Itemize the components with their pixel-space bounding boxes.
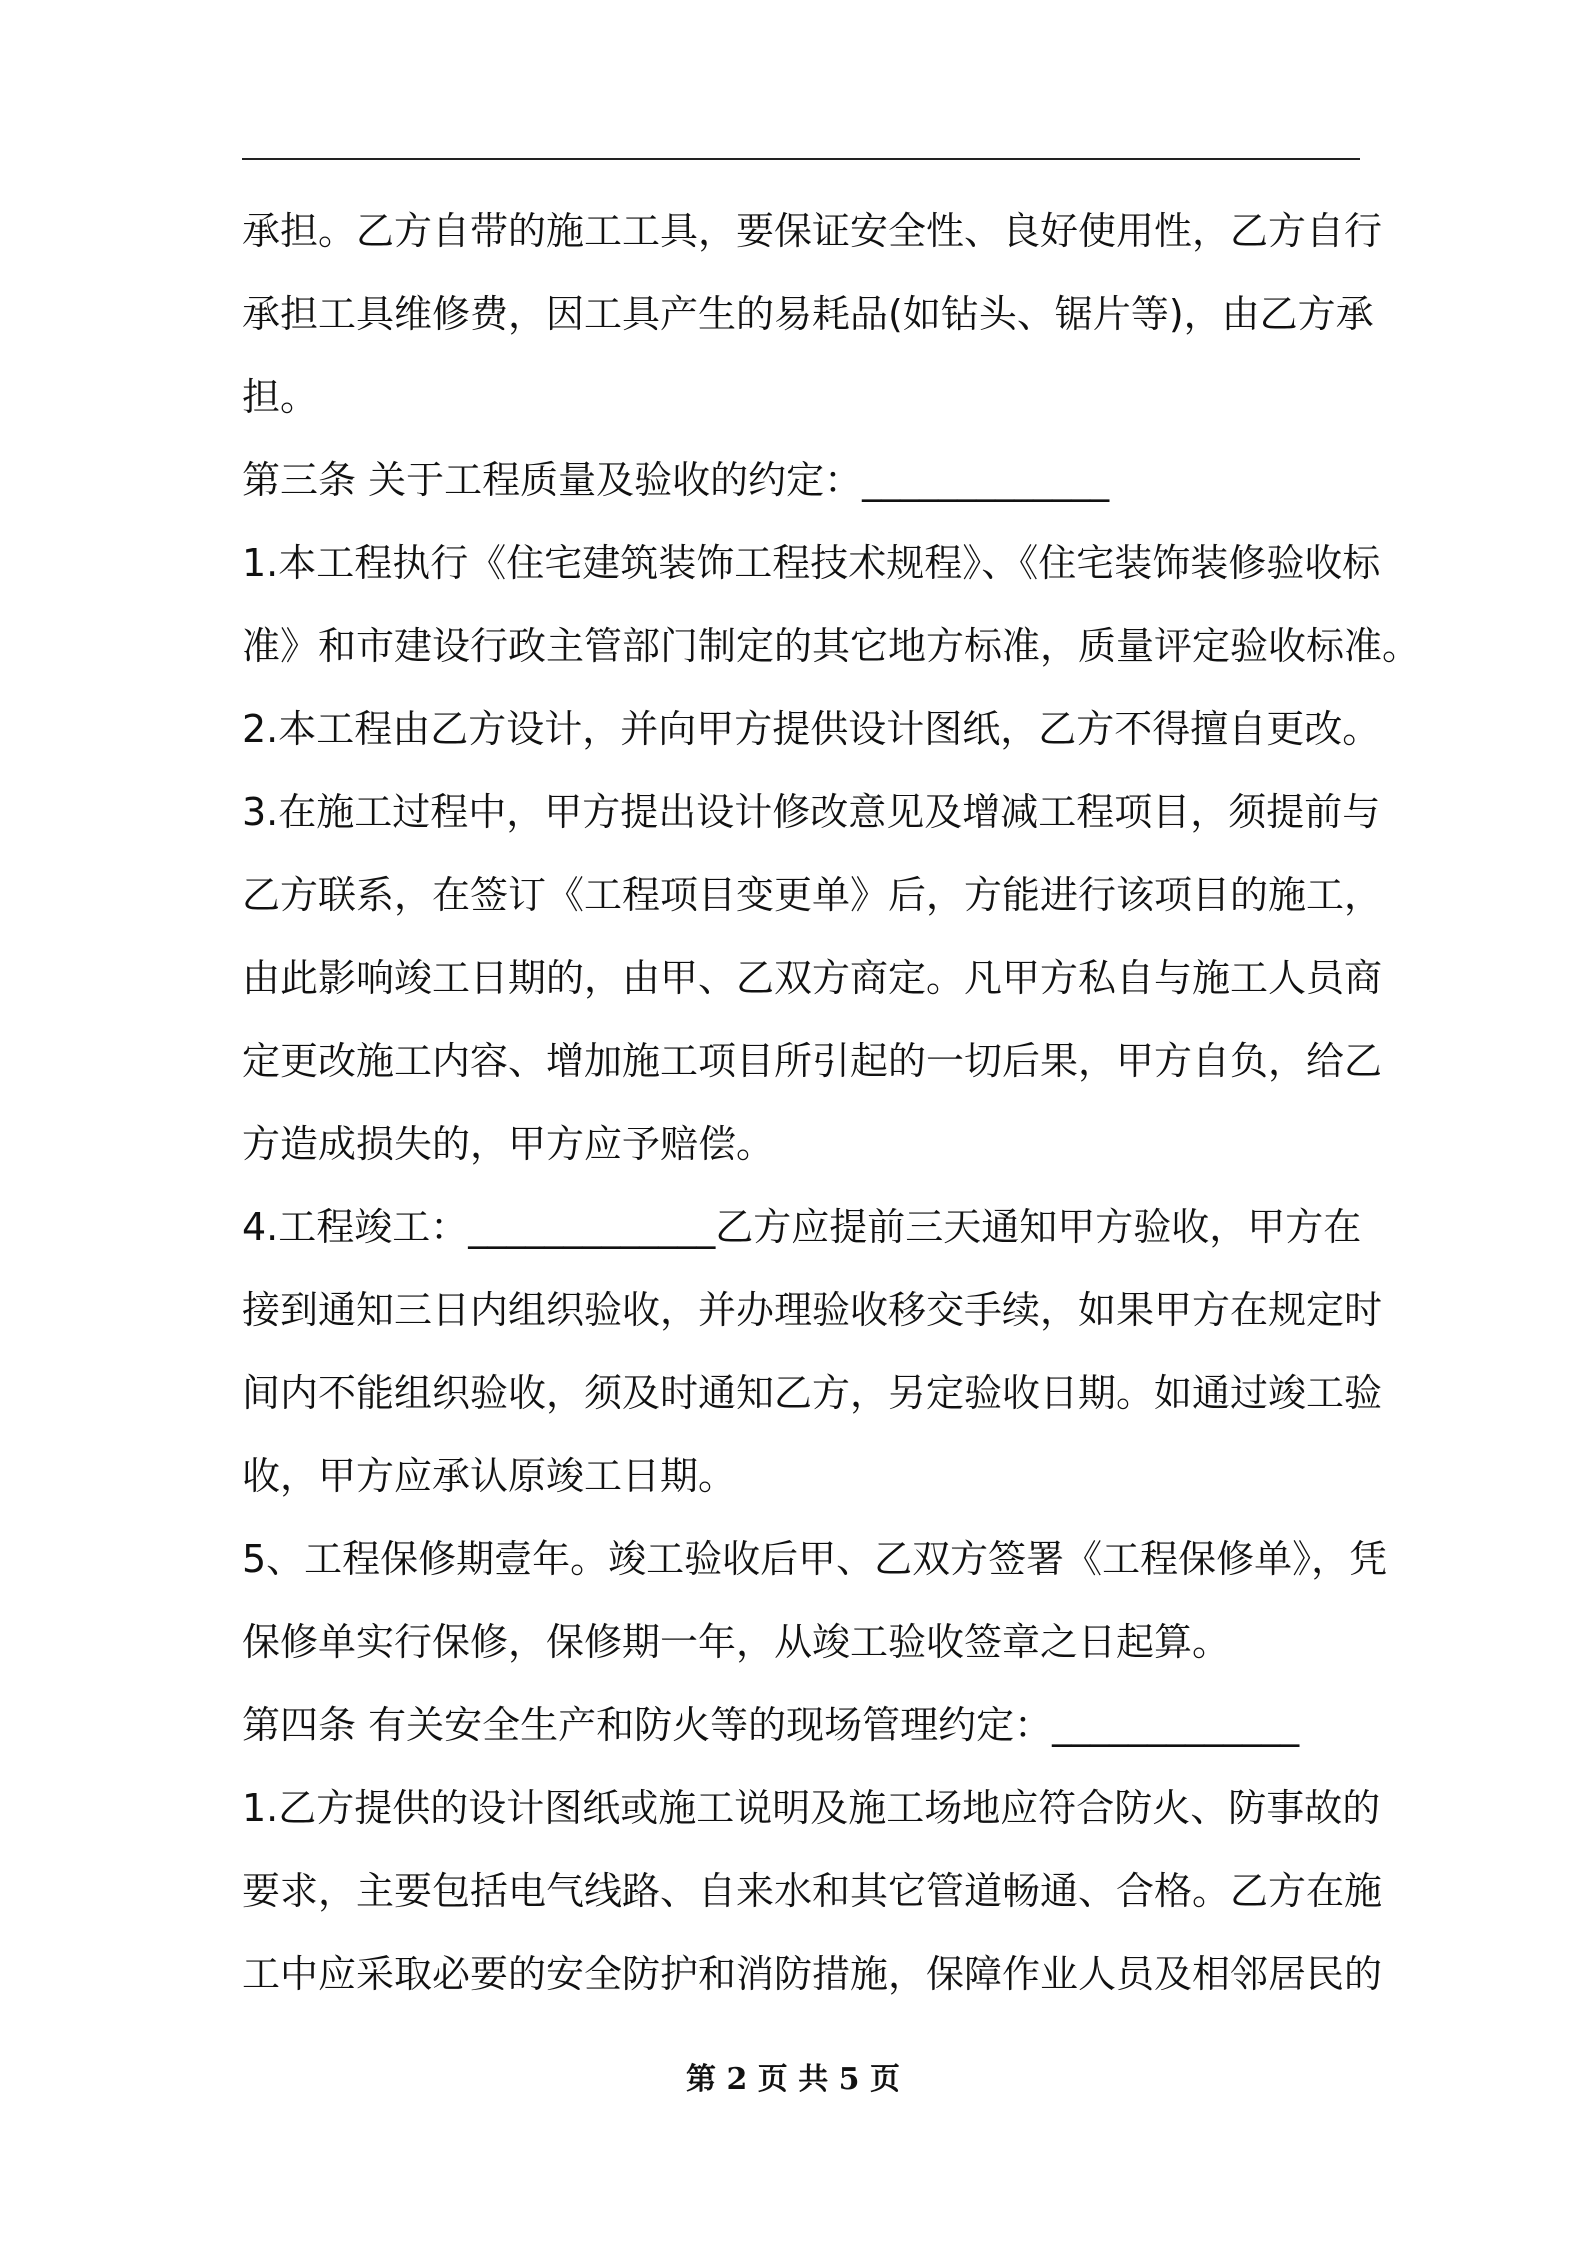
body-line: 1.本工程执行《住宅建筑装饰工程技术规程》、《住宅装饰装修验收标 — [242, 541, 1381, 585]
body-line: 工中应采取必要的安全防护和消防措施，保障作业人员及相邻居民的 — [242, 1952, 1383, 1996]
body-line: 3.在施工过程中，甲方提出设计修改意见及增减工程项目，须提前与 — [242, 790, 1381, 834]
body-line: 准》和市建设行政主管部门制定的其它地方标准，质量评定验收标准。 — [242, 624, 1421, 668]
body-line: 接到通知三日内组织验收，并办理验收移交手续，如果甲方在规定时 — [242, 1288, 1383, 1332]
body-line: 担。 — [242, 375, 319, 419]
body-line: 承担工具维修费，因工具产生的易耗品(如钻头、锯片等)，由乙方承 — [242, 292, 1374, 336]
body-line: 间内不能组织验收，须及时通知乙方，另定验收日期。如通过竣工验 — [242, 1371, 1383, 1415]
page-number-footer: 第 2 页 共 5 页 — [686, 2062, 900, 2097]
body-line: 要求，主要包括电气线路、自来水和其它管道畅通、合格。乙方在施 — [242, 1869, 1383, 1913]
body-line: 乙方联系，在签订《工程项目变更单》后，方能进行该项目的施工， — [242, 873, 1383, 917]
document-body — [242, 190, 1421, 2016]
body-line: 1.乙方提供的设计图纸或施工说明及施工场地应符合防火、防事故的 — [242, 1786, 1381, 1830]
body-line: 收，甲方应承认原竣工日期。 — [242, 1454, 737, 1498]
body-line: 承担。乙方自带的施工工具，要保证安全性、良好使用性，乙方自行 — [242, 209, 1383, 253]
body-line: 保修单实行保修，保修期一年，从竣工验收签章之日起算。 — [242, 1620, 1231, 1664]
body-line: 方造成损失的，甲方应予赔偿。 — [242, 1122, 775, 1166]
body-line: 2.本工程由乙方设计，并向甲方提供设计图纸，乙方不得擅自更改。 — [242, 707, 1381, 751]
body-line: 定更改施工内容、增加施工项目所引起的一切后果，甲方自负，给乙 — [242, 1039, 1383, 1083]
body-line: 4.工程竣工：_____________乙方应提前三天通知甲方验收，甲方在 — [242, 1205, 1362, 1249]
article-heading: 第三条 关于工程质量及验收的约定：_____________ — [242, 458, 1110, 502]
header-rule — [242, 158, 1360, 160]
body-line: 由此影响竣工日期的，由甲、乙双方商定。凡甲方私自与施工人员商 — [242, 956, 1383, 1000]
body-line: 5、工程保修期壹年。竣工验收后甲、乙双方签署《工程保修单》，凭 — [242, 1537, 1388, 1581]
article-heading: 第四条 有关安全生产和防火等的现场管理约定：_____________ — [242, 1703, 1300, 1747]
